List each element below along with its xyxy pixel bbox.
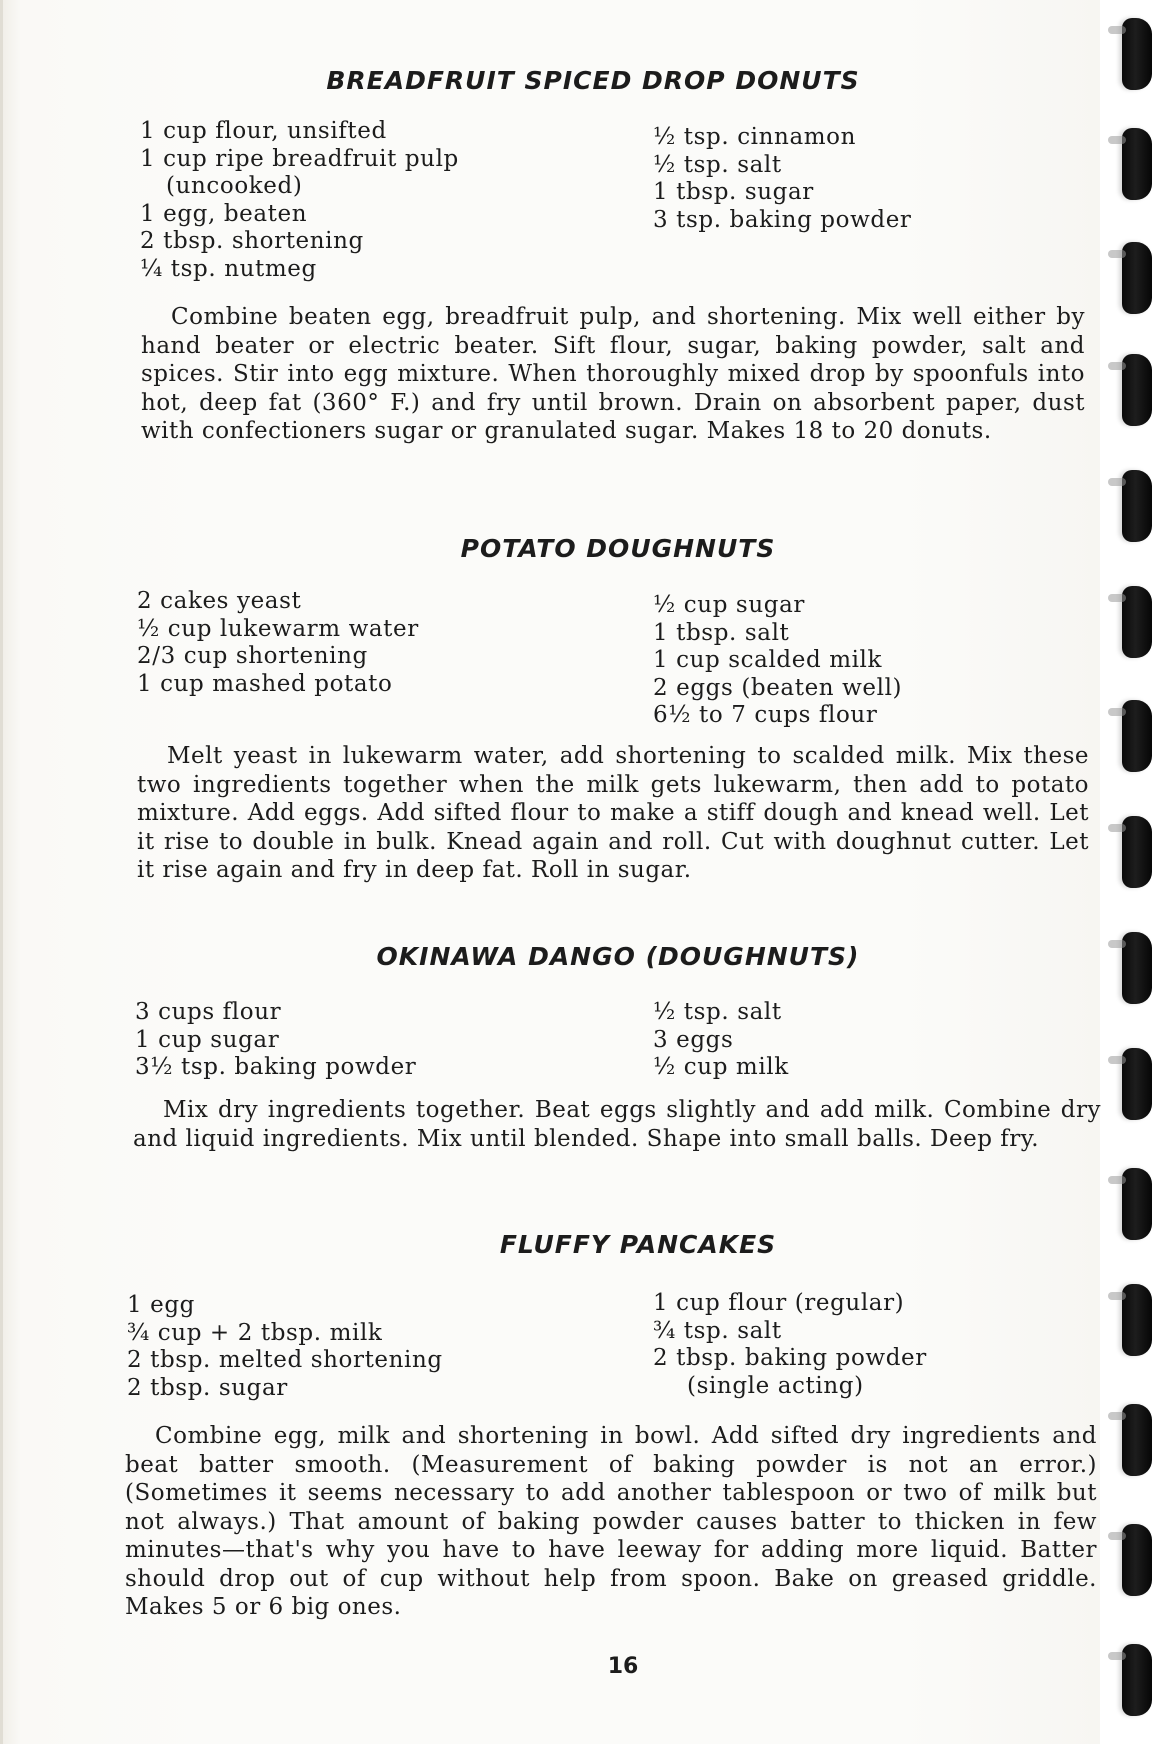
- binding-ring: [1122, 18, 1152, 90]
- ingredient: 1 cup flour, unsifted: [140, 118, 387, 144]
- recipe-directions: Combine egg, milk and shortening in bowl. Add sifted dry ingredients and beat batter smooth. (Measurement of baking powder is not an error.) (Sometimes it seems necessary to add another tablespoon or two of milk but not always.) That amount of baking powder causes batter to thicken in few minutes—that's why you have to have leeway for adding more liquid. Batter should drop out of cup without help from spoon. Bake on greased griddle. Makes 5 or 6 big ones.: [125, 1423, 1097, 1620]
- ingredients-right: [653, 999, 789, 1082]
- ingredients-right: [653, 592, 902, 730]
- ingredient: ¾ cup + 2 tbsp. milk: [127, 1319, 383, 1346]
- ingredient: (uncooked): [166, 173, 303, 199]
- ingredient: 2 tbsp. shortening: [140, 228, 364, 254]
- binding-ring: [1122, 1168, 1152, 1240]
- ingredient: 6½ to 7 cups flour: [653, 702, 878, 728]
- ingredient: 1 tbsp. salt: [653, 619, 790, 646]
- ingredient: 2 cakes yeast: [137, 588, 302, 614]
- ingredient: 1 cup ripe breadfruit pulp: [140, 145, 459, 172]
- ingredient: 3 eggs: [653, 1026, 734, 1053]
- binding-ring: [1122, 354, 1152, 426]
- recipe-title: FLUFFY PANCAKES: [499, 1230, 777, 1259]
- binding-ring: [1122, 816, 1152, 888]
- ingredient: 2 eggs (beaten well): [653, 674, 903, 701]
- recipe-title: POTATO DOUGHNUTS: [460, 534, 776, 563]
- ingredient: 1 tbsp. sugar: [653, 179, 814, 205]
- ingredient: 3½ tsp. baking powder: [135, 1054, 417, 1080]
- ingredient: ½ tsp. salt: [653, 151, 782, 178]
- ingredient: 1 cup mashed potato: [137, 670, 393, 697]
- ingredients-right: [653, 1290, 927, 1400]
- binding-ring: [1122, 932, 1152, 1004]
- ingredient: 3 cups flour: [135, 999, 282, 1025]
- ingredient: 2 tbsp. melted shortening: [127, 1347, 443, 1373]
- binding-ring: [1122, 128, 1152, 200]
- ingredient: 2/3 cup shortening: [137, 643, 368, 669]
- ingredients-left: [140, 118, 459, 283]
- ingredient: ½ tsp. salt: [653, 999, 782, 1025]
- recipe-directions: Combine beaten egg, breadfruit pulp, and shortening. Mix well either by hand beater or electric beater. Sift flour, sugar, baking powder, salt and spices. Stir into egg mixture. When thoroughly mixed drop by spoonfuls into hot, deep fat (360° F.) and fry until brown. Drain on absorbent paper, dust with confectioners sugar or granulated sugar. Makes 18 to 20 donuts.: [141, 304, 1085, 444]
- spiral-binding: [1100, 0, 1163, 1744]
- ingredient: ½ tsp. cinnamon: [653, 124, 857, 150]
- recipe-directions: Melt yeast in lukewarm water, add shortening to scalded milk. Mix these two ingredients together when the milk gets lukewarm, then add to potato mixture. Add eggs. Add sifted flour to make a stiff dough and knead well. Let it rise to double in bulk. Knead again and roll. Cut with doughnut cutter. Let it rise again and fry in deep fat. Roll in sugar.: [137, 743, 1089, 883]
- ingredient: 2 tbsp. baking powder: [653, 1345, 927, 1371]
- ingredient: 1 egg: [127, 1292, 196, 1318]
- binding-ring: [1122, 242, 1152, 314]
- binding-ring: [1122, 586, 1152, 658]
- recipe-directions: Mix dry ingredients together. Beat eggs slightly and add milk. Combine dry and liquid ingredients. Mix until blended. Shape into small balls. Deep fry.: [133, 1097, 1101, 1152]
- ingredient: 3 tsp. baking powder: [653, 206, 912, 233]
- ingredient: ¼ tsp. nutmeg: [140, 255, 317, 282]
- ingredient: 2 tbsp. sugar: [127, 1374, 288, 1401]
- binding-ring: [1122, 1284, 1152, 1356]
- page-number: 16: [607, 1654, 639, 1679]
- recipe-title: OKINAWA DANGO (DOUGHNUTS): [376, 942, 860, 971]
- binding-ring: [1122, 470, 1152, 542]
- ingredient: 1 cup flour (regular): [653, 1290, 905, 1316]
- recipe-title: BREADFRUIT SPICED DROP DONUTS: [326, 66, 860, 95]
- ingredient: ½ cup sugar: [653, 592, 805, 618]
- ingredient: 1 cup sugar: [135, 1026, 280, 1053]
- ingredient: 1 cup scalded milk: [653, 647, 883, 673]
- binding-ring: [1122, 1524, 1152, 1596]
- ingredient: ¾ tsp. salt: [653, 1317, 782, 1344]
- ingredients-left: [127, 1292, 443, 1402]
- ingredient: 1 egg, beaten: [140, 200, 308, 227]
- ingredient: ½ cup milk: [653, 1054, 789, 1080]
- binding-ring: [1122, 1644, 1152, 1716]
- binding-ring: [1122, 700, 1152, 772]
- ingredient: ½ cup lukewarm water: [137, 615, 419, 642]
- ingredients-left: [137, 588, 419, 698]
- ingredients-left: [135, 999, 416, 1082]
- ingredients-right: [653, 124, 912, 234]
- binding-ring: [1122, 1404, 1152, 1476]
- ingredient: (single acting): [687, 1372, 864, 1399]
- binding-ring: [1122, 1048, 1152, 1120]
